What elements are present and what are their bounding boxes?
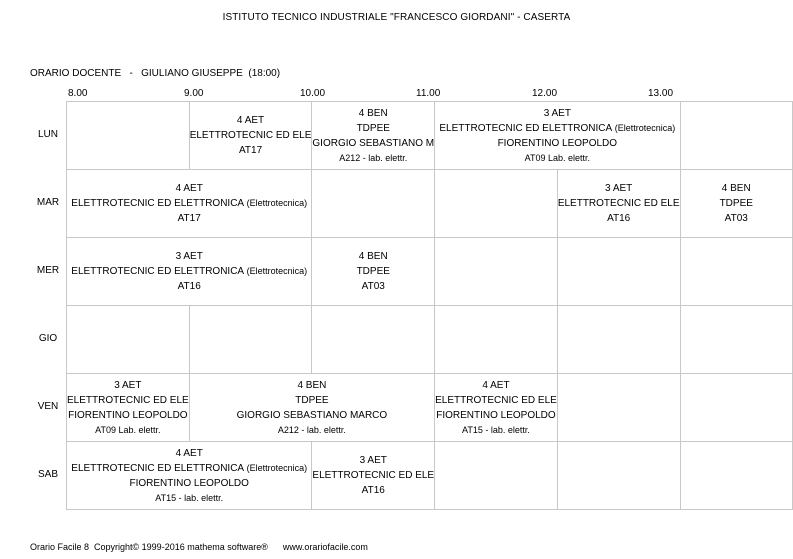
room: AT16 — [361, 485, 385, 496]
empty-slot — [680, 442, 792, 510]
lesson-cell — [67, 442, 312, 510]
co-teacher: FIORENTINO LEOPOLDO — [497, 137, 618, 149]
room: AT09 Lab. elettr. — [95, 424, 161, 435]
class-code: 3 AET — [543, 107, 571, 119]
co-teacher: GIORGIO SEBASTIANO M — [312, 137, 435, 149]
subject: ELETTROTECNIC ED ELE — [435, 394, 557, 406]
hour-label: 12.00 — [532, 88, 558, 99]
empty-slot — [680, 374, 792, 442]
room: AT09 Lab. elettr. — [524, 152, 590, 163]
empty-slot — [67, 102, 190, 170]
class-code: 3 AET — [175, 251, 203, 262]
room: A212 - lab. elettr. — [339, 152, 408, 163]
copyright-footer: Orario Facile 8 Copyright© 1999-2016 mathema software® www.orariofacile.com — [30, 542, 368, 552]
day-label-sab: SAB — [37, 469, 58, 480]
co-teacher: GIORGIO SEBASTIANO MARCO — [236, 409, 388, 421]
day-label-gio: GIO — [38, 333, 58, 344]
lesson-cell — [189, 102, 312, 170]
table-row-mer — [67, 238, 793, 306]
lesson-cell — [67, 170, 312, 238]
subject — [67, 264, 311, 279]
hour-label: 9.00 — [184, 88, 204, 99]
subject: TDPEE — [356, 122, 390, 134]
subject: ELETTROTECNIC ED ELE — [67, 394, 189, 406]
table-row-gio — [67, 306, 793, 374]
empty-slot — [557, 238, 680, 306]
empty-slot — [312, 170, 435, 238]
lesson-cell — [680, 170, 792, 238]
lesson-cell — [557, 170, 680, 238]
class-code: 3 AET — [114, 379, 142, 391]
subject-name: ELETTROTECNIC ED ELETTRONICA — [71, 462, 245, 474]
class-code: 3 AET — [605, 183, 633, 194]
class-code: 4 BEN — [358, 107, 388, 119]
lesson-cell — [312, 238, 435, 306]
hour-label: 8.00 — [68, 88, 88, 99]
subject-detail: (Elettrotecnica) — [244, 198, 308, 208]
subject — [435, 121, 679, 136]
subject: ELETTROTECNIC ED ELE — [312, 470, 435, 481]
room: AT17 — [177, 213, 201, 224]
table-row-sab — [67, 442, 793, 510]
timetable-grid — [66, 101, 793, 510]
empty-slot — [557, 442, 680, 510]
subject-detail: (Elettrotecnica) — [244, 462, 308, 473]
room: AT03 — [724, 213, 748, 224]
class-code: 4 BEN — [297, 379, 327, 391]
empty-slot — [557, 374, 680, 442]
class-code: 4 AET — [482, 379, 510, 391]
lesson-cell — [67, 238, 312, 306]
empty-slot — [680, 102, 792, 170]
subject-name: ELETTROTECNIC ED ELETTRONICA — [439, 122, 613, 134]
lesson-cell — [312, 442, 435, 510]
room: AT16 — [177, 281, 201, 292]
day-label-mer: MER — [36, 265, 60, 276]
co-teacher: FIORENTINO LEOPOLDO — [68, 409, 188, 421]
empty-slot — [435, 238, 558, 306]
lesson-cell — [435, 102, 680, 170]
class-code: 4 AET — [175, 447, 203, 459]
hour-label: 11.00 — [416, 88, 441, 99]
subject: TDPEE — [356, 266, 390, 277]
subject: ELETTROTECNIC ED ELE — [189, 130, 312, 141]
room: AT03 — [361, 281, 385, 292]
subject — [67, 196, 311, 211]
day-label-mar: MAR — [36, 197, 60, 208]
subject-name: ELETTROTECNIC ED ELETTRONICA — [71, 198, 245, 209]
class-code: 4 AET — [175, 183, 203, 194]
subject-detail: (Elettrotecnica) — [244, 266, 308, 276]
hour-label: 10.00 — [300, 88, 326, 99]
empty-slot — [435, 306, 558, 374]
lesson-cell — [435, 374, 558, 442]
lesson-cell — [189, 374, 434, 442]
co-teacher: FIORENTINO LEOPOLDO — [436, 409, 556, 421]
subject-name: ELETTROTECNIC ED ELETTRONICA — [71, 266, 245, 277]
subject-detail: (Elettrotecnica) — [612, 122, 676, 133]
class-code: 4 BEN — [358, 251, 388, 262]
empty-slot — [312, 306, 435, 374]
lesson-cell — [312, 102, 435, 170]
table-row-lun — [67, 102, 793, 170]
subject: ELETTROTECNIC ED ELE — [557, 198, 680, 209]
teacher-subtitle: ORARIO DOCENTE - GIULIANO GIUSEPPE (18:00) — [30, 68, 281, 79]
day-label-lun: LUN — [37, 129, 58, 140]
empty-slot — [435, 442, 558, 510]
empty-slot — [680, 238, 792, 306]
class-code: 4 BEN — [721, 183, 751, 194]
co-teacher: FIORENTINO LEOPOLDO — [129, 477, 249, 489]
hour-label: 13.00 — [648, 88, 674, 99]
room: A212 - lab. elettr. — [277, 424, 346, 435]
room: AT16 — [607, 213, 631, 224]
room: AT15 - lab. elettr. — [462, 424, 530, 435]
empty-slot — [435, 170, 558, 238]
lesson-cell — [67, 374, 190, 442]
room: AT15 - lab. elettr. — [155, 492, 224, 503]
subject: TDPEE — [295, 394, 329, 406]
empty-slot — [680, 306, 792, 374]
table-row-mar — [67, 170, 793, 238]
empty-slot — [67, 306, 190, 374]
class-code: 4 AET — [236, 115, 265, 126]
page-title: ISTITUTO TECNICO INDUSTRIALE "FRANCESCO GIORDANI" - CASERTA — [222, 12, 571, 23]
class-code: 3 AET — [359, 455, 387, 466]
subject: TDPEE — [719, 198, 753, 209]
empty-slot — [189, 306, 312, 374]
day-label-ven: VEN — [37, 401, 59, 412]
table-row-ven — [67, 374, 793, 442]
room: AT17 — [238, 145, 263, 156]
subject — [67, 461, 311, 476]
empty-slot — [557, 306, 680, 374]
